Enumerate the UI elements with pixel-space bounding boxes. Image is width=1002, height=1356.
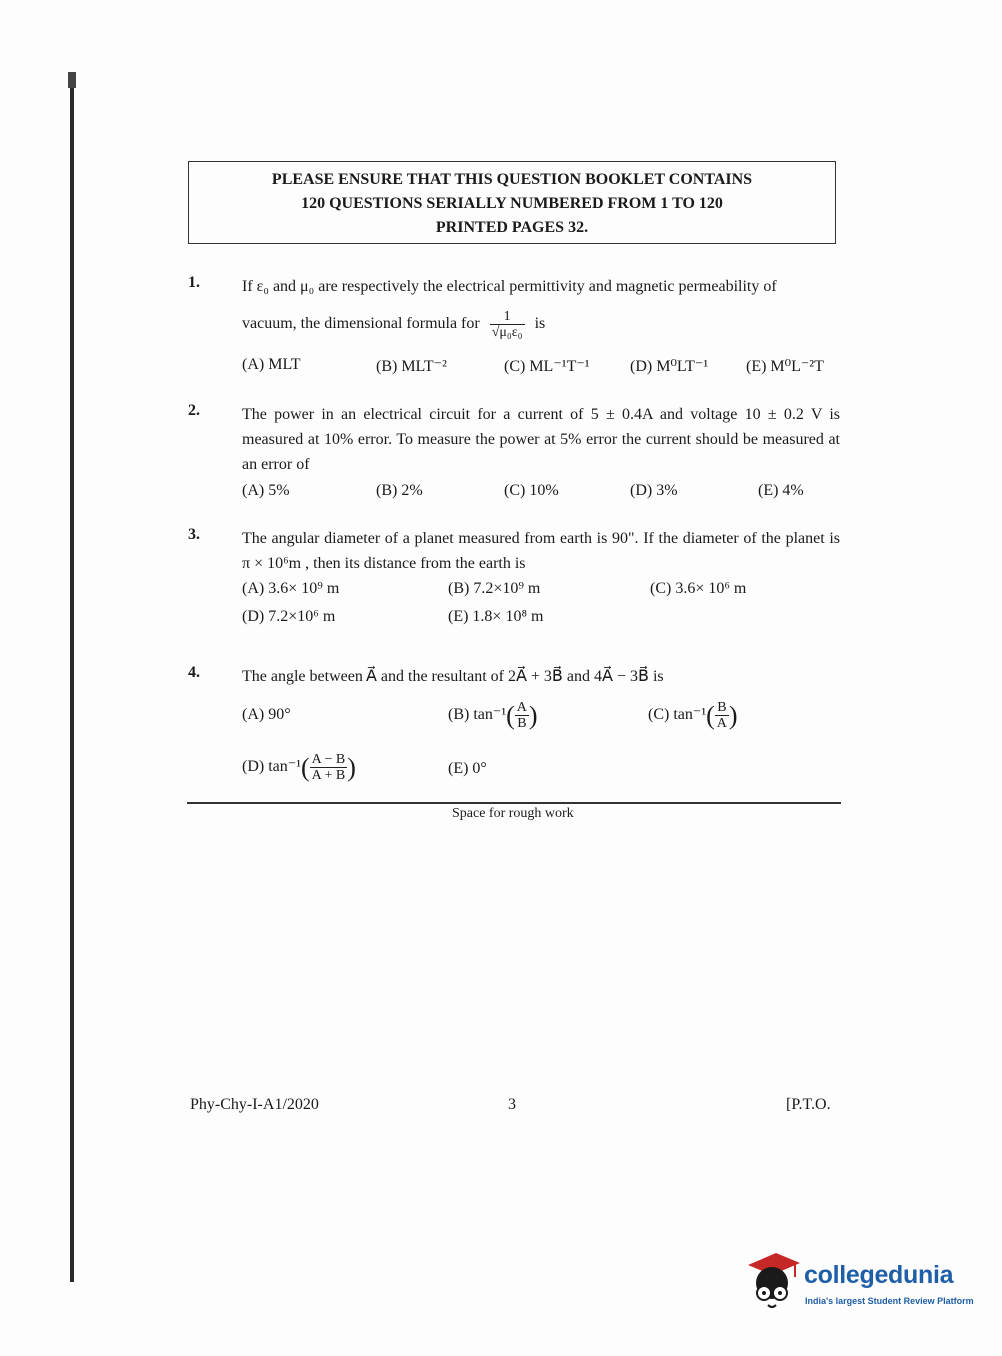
fraction-denominator: A	[716, 716, 727, 731]
option-a[interactable]: (A) 3.6× 10⁹ m	[242, 580, 340, 597]
dimension-fraction	[490, 309, 525, 340]
booklet-notice-box	[188, 161, 836, 244]
option-d[interactable]: (D) 3%	[630, 482, 678, 499]
question-3	[188, 526, 840, 636]
left-paren: (	[506, 700, 515, 730]
page-edge-shadow	[70, 72, 74, 1282]
right-paren: )	[728, 700, 738, 730]
logo-wordmark: collegedunia	[804, 1261, 954, 1289]
option-fraction	[310, 752, 348, 783]
page-number: 3	[508, 1096, 516, 1113]
fraction-denominator: √μ₀ε₀	[491, 325, 523, 340]
question-1	[188, 274, 840, 384]
fraction-numerator: B	[715, 700, 729, 716]
question-text	[242, 274, 840, 340]
option-c[interactable]: (C) 10%	[504, 482, 559, 499]
question-text-part: is	[534, 315, 546, 333]
mascot-icon	[742, 1247, 804, 1317]
question-text-line	[242, 309, 840, 340]
option-label: (D) tan⁻¹	[242, 758, 301, 776]
option-label: (C) tan⁻¹	[648, 706, 707, 724]
question-number: 4.	[188, 664, 200, 681]
option-a[interactable]: (A) MLT	[242, 356, 301, 373]
pto-label: [P.T.O.	[786, 1096, 831, 1113]
option-a[interactable]: (A) 5%	[242, 482, 290, 499]
notice-line-3: PRINTED PAGES 32.	[435, 219, 589, 236]
question-number: 3.	[188, 526, 200, 543]
option-b[interactable]: (B) MLT⁻²	[376, 358, 447, 375]
question-2	[188, 402, 840, 512]
left-paren: (	[706, 700, 715, 730]
notice-line-1: PLEASE ENSURE THAT THIS QUESTION BOOKLET CONTAINS	[271, 171, 753, 188]
option-b[interactable]	[448, 700, 538, 731]
option-c[interactable]: (C) ML⁻¹T⁻¹	[504, 358, 590, 375]
option-c[interactable]	[648, 700, 738, 731]
option-d[interactable]	[242, 752, 356, 783]
notice-line-2: 120 QUESTIONS SERIALLY NUMBERED FROM 1 TO 120	[301, 195, 723, 212]
fraction-denominator: B	[517, 716, 527, 731]
option-d[interactable]: (D) M⁰LT⁻¹	[630, 358, 709, 375]
option-e[interactable]: (E) M⁰L⁻²T	[746, 358, 824, 375]
fraction-numerator: A	[516, 700, 527, 715]
option-label: (B) tan⁻¹	[448, 706, 507, 724]
question-number: 1.	[188, 274, 200, 291]
page-edge-mark	[68, 72, 76, 88]
rough-work-label: Space for rough work	[452, 806, 574, 821]
fraction-denominator: A + B	[311, 768, 346, 783]
question-text-line: If ε₀ and μ₀ are respectively the electrical permittivity and magnetic permeability of	[242, 278, 777, 295]
option-b[interactable]: (B) 7.2×10⁹ m	[448, 580, 541, 597]
question-number: 2.	[188, 402, 200, 419]
logo-tagline: India's largest Student Review Platform	[805, 1296, 974, 1306]
left-paren: (	[301, 752, 310, 782]
paper-code: Phy-Chy-I-A1/2020	[190, 1096, 319, 1113]
sqrt-radicand: μ₀ε₀	[499, 325, 523, 340]
option-c[interactable]: (C) 3.6× 10⁶ m	[650, 580, 747, 597]
rough-work-divider	[187, 802, 841, 804]
question-4	[188, 664, 840, 794]
fraction-numerator: A − B	[311, 752, 346, 767]
right-paren: )	[528, 700, 538, 730]
question-text: The power in an electrical circuit for a current of 5 ± 0.4A and voltage 10 ± 0.2 V is measured at 10% error. To measure the power at 5% error the current should be measured at an error of	[242, 406, 840, 473]
question-text: The angle between A⃗ and the resultant of 2A⃗ + 3B⃗ and 4A⃗ − 3B⃗ is	[242, 668, 664, 685]
option-e[interactable]: (E) 0°	[448, 760, 487, 777]
option-fraction	[515, 700, 529, 731]
option-e[interactable]: (E) 4%	[758, 482, 804, 499]
question-text-part: vacuum, the dimensional formula for	[242, 315, 480, 333]
option-b[interactable]: (B) 2%	[376, 482, 423, 499]
option-e[interactable]: (E) 1.8× 10⁸ m	[448, 608, 544, 625]
option-fraction	[715, 700, 729, 731]
question-text: The angular diameter of a planet measured from earth is 90". If the diameter of the planet is π × 10⁶m , then its distance from the earth is	[242, 530, 840, 572]
fraction-numerator: 1	[490, 309, 525, 325]
option-a[interactable]: (A) 90°	[242, 706, 291, 723]
right-paren: )	[347, 752, 356, 782]
option-d[interactable]: (D) 7.2×10⁶ m	[242, 608, 336, 625]
collegedunia-logo	[742, 1247, 972, 1317]
